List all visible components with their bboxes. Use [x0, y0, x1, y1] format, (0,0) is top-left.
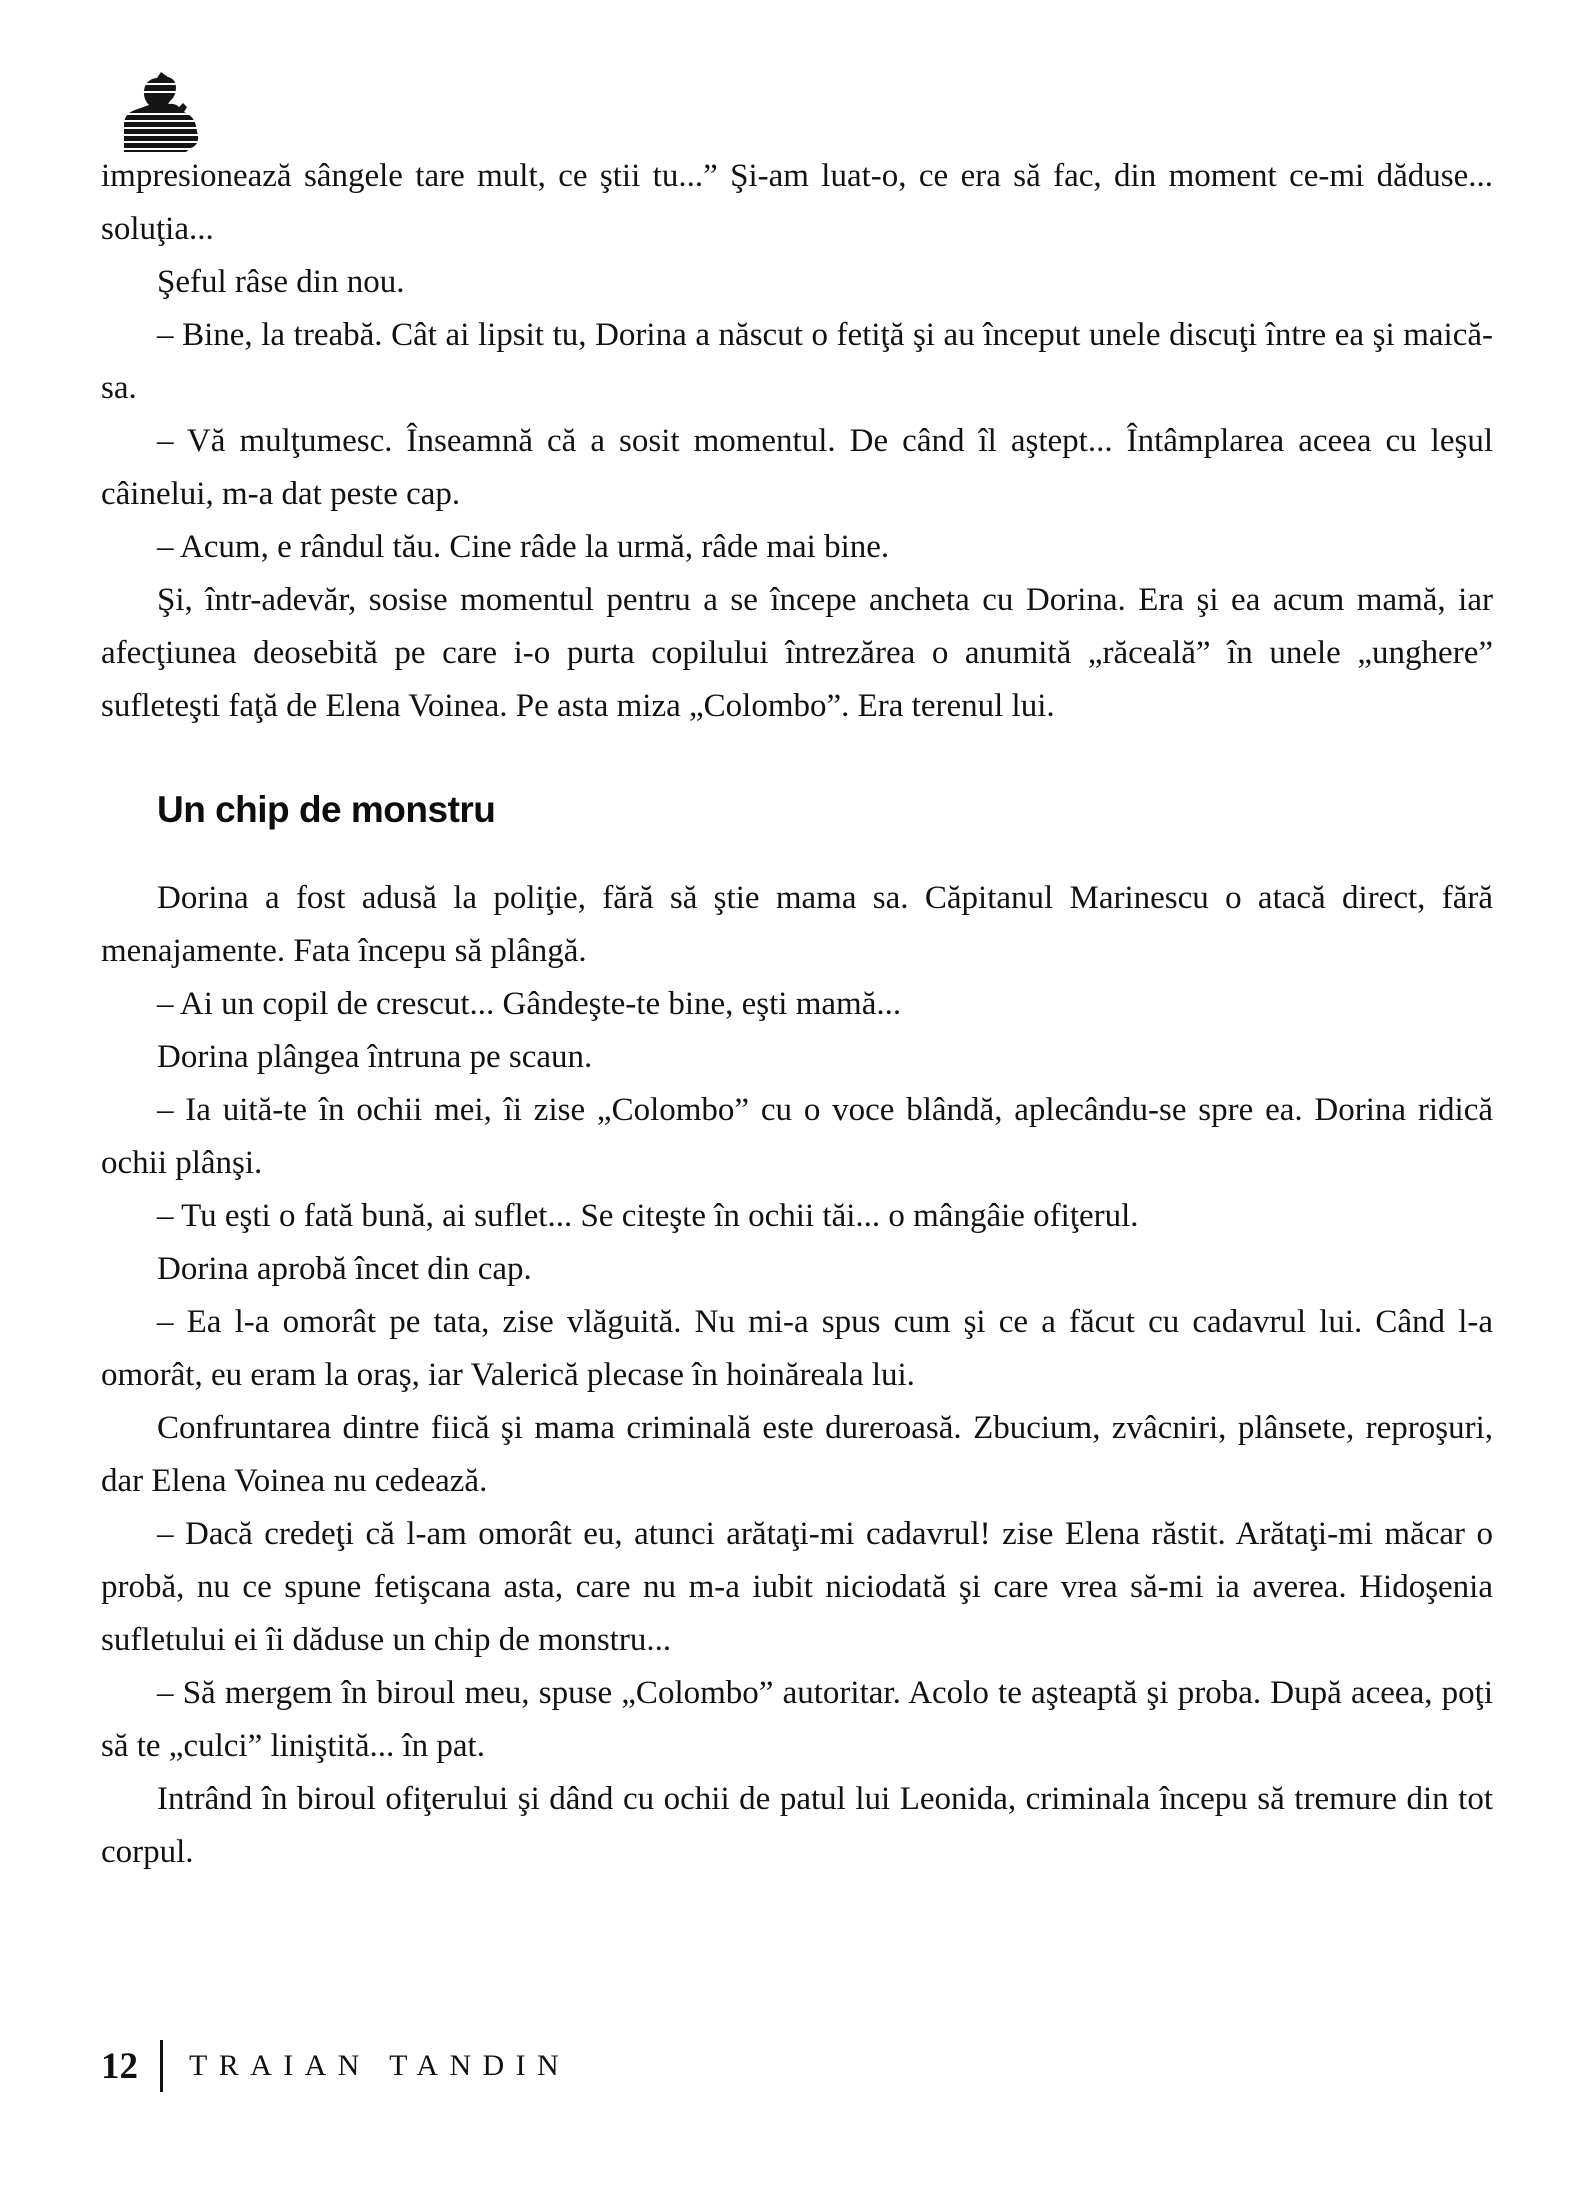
page-footer — [101, 2040, 570, 2092]
paragraph: – Ea l-a omorât pe tata, zise vlăguită. Nu mi-a spus cum şi ce a făcut cu cadavrul lui. Când l-a omorât, eu eram la oraş, iar Valerică plecase în hoinăreala lui. — [101, 1304, 1493, 1393]
paragraph: Confruntarea dintre fiică şi mama criminală este dureroasă. Zbucium, zvâcniri, plânsete, reproşuri, dar Elena Voinea nu cedează. — [101, 1410, 1493, 1499]
paragraph: – Dacă credeţi că l-am omorât eu, atunci arătaţi-mi cadavrul! zise Elena răstit. Arătaţi-mi măcar o probă, nu ce spune fetişcana asta, care nu m-a iubit niciodată şi care vrea să-mi ia averea. Hidoşenia sufletului ei îi dăduse un chip de monstru... — [101, 1516, 1493, 1658]
paragraph: – Bine, la treabă. Cât ai lipsit tu, Dorina a născut o fetiţă şi au început unele discuţi între ea şi maică-sa. — [101, 317, 1493, 406]
paragraph: Dorina a fost adusă la poliţie, fără să ştie mama sa. Căpitanul Marinescu o atacă direct, fără menajamente. Fata începu să plângă. — [101, 880, 1493, 969]
section-heading: Un chip de monstru — [157, 789, 496, 830]
paragraph: Dorina plângea întruna pe scaun. — [157, 1039, 593, 1075]
paragraph: – Să mergem în biroul meu, spuse „Colombo” autoritar. Acolo te aşteaptă şi proba. După aceea, poţi să te „culci” liniştită... în pat. — [101, 1675, 1493, 1764]
footer-divider — [160, 2040, 163, 2092]
paragraph: impresionează sângele tare mult, ce ştii tu...” Şi-am luat-o, ce era să fac, din moment ce-mi dăduse... soluţia... — [101, 158, 1493, 247]
thinker-silhouette-icon — [118, 72, 208, 152]
page-body — [101, 150, 1493, 1879]
page-number: 12 — [101, 2045, 138, 2087]
paragraph: – Vă mulţumesc. Înseamnă că a sosit momentul. De când îl aştept... Întâmplarea aceea cu leşul câinelui, m-a dat peste cap. — [101, 423, 1493, 512]
paragraph: – Ai un copil de crescut... Gândeşte-te bine, eşti mamă... — [157, 986, 902, 1022]
paragraph: Şi, într-adevăr, sosise momentul pentru a se începe ancheta cu Dorina. Era şi ea acum mamă, iar afecţiunea deosebită pe care i-o purta copilului întrezărea o anumită „răceală” în unele „unghere” sufleteşti faţă de Elena Voinea. Pe asta miza „Colombo”. Era terenul lui. — [101, 582, 1493, 724]
paragraph: – Acum, e rândul tău. Cine râde la urmă, râde mai bine. — [157, 529, 890, 565]
running-title: TRAIAN TANDIN — [189, 2049, 571, 2082]
paragraph: Dorina aprobă încet din cap. — [157, 1251, 532, 1287]
paragraph: Şeful râse din nou. — [157, 264, 405, 300]
paragraph: – Tu eşti o fată bună, ai suflet... Se citeşte în ochii tăi... o mângâie ofiţerul. — [157, 1198, 1139, 1234]
paragraph: Intrând în biroul ofiţerului şi dând cu ochii de patul lui Leonida, criminala începu să tremure din tot corpul. — [101, 1781, 1493, 1870]
paragraph: – Ia uită-te în ochii mei, îi zise „Colombo” cu o voce blândă, aplecându-se spre ea. Dorina ridică ochii plânşi. — [101, 1092, 1493, 1181]
